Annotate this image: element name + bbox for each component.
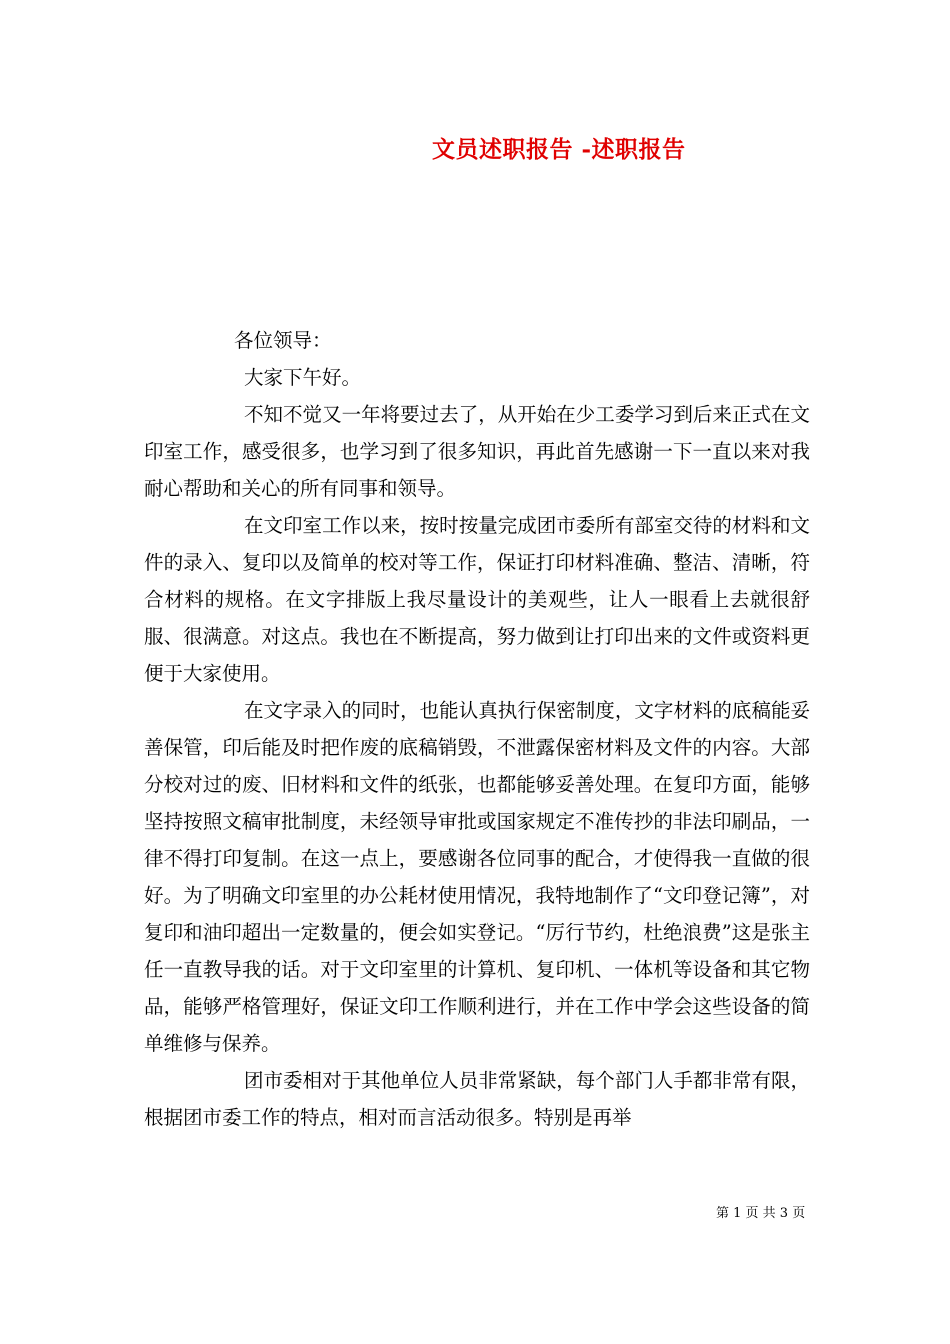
- document-title: 文员述职报告 -述职报告: [432, 136, 686, 163]
- paragraph-2: 在文印室工作以来，按时按量完成团市委所有部室交待的材料和文件的录入、复印以及简单的校对等工作，保证打印材料准确、整洁、清晰，符合材料的规格。在文字排版上我尽量设计的美观些，让人一眼看上去就很舒服、很满意。对这点。我也在不断提高，努力做到让打印出来的文件或资料更便于大家使用。: [144, 514, 810, 685]
- paragraph-3: 在文字录入的同时，也能认真执行保密制度，文字材料的底稿能妥善保管，印后能及时把作废的底稿销毁，不泄露保密材料及文件的内容。大部分校对过的废、旧材料和文件的纸张，也都能够妥善处理。在复印方面，能够坚持按照文稿审批制度，未经领导审批或国家规定不准传抄的非法印刷品，一律不得打印复制。在这一点上，要感谢各位同事的配合，才使得我一直做的很好。为了明确文印室里的办公耗材使用情况，我特地制作了“文印登记簿”，对复印和油印超出一定数量的，便会如实登记。“厉行节约，杜绝浪费”这是张主任一直教导我的话。对于文印室里的计算机、复印机、一体机等设备和其它物品，能够严格管理好，保证文印工作顺利进行，并在工作中学会这些设备的简单维修与保养。: [144, 699, 810, 1055]
- page-number-footer: 第 1 页 共 3 页: [716, 1206, 806, 1221]
- salutation: 各位领导：: [234, 329, 332, 352]
- paragraph-1: 不知不觉又一年将要过去了，从开始在少工委学习到后来正式在文印室工作，感受很多，也学习到了很多知识，再此首先感谢一下一直以来对我耐心帮助和关心的所有同事和领导。: [144, 403, 810, 500]
- document-body: [144, 322, 810, 1136]
- greeting: 大家下午好。: [244, 366, 362, 389]
- paragraph-4: 团市委相对于其他单位人员非常紧缺，每个部门人手都非常有限，根据团市委工作的特点，相对而言活动很多。特别是再举: [144, 1069, 810, 1129]
